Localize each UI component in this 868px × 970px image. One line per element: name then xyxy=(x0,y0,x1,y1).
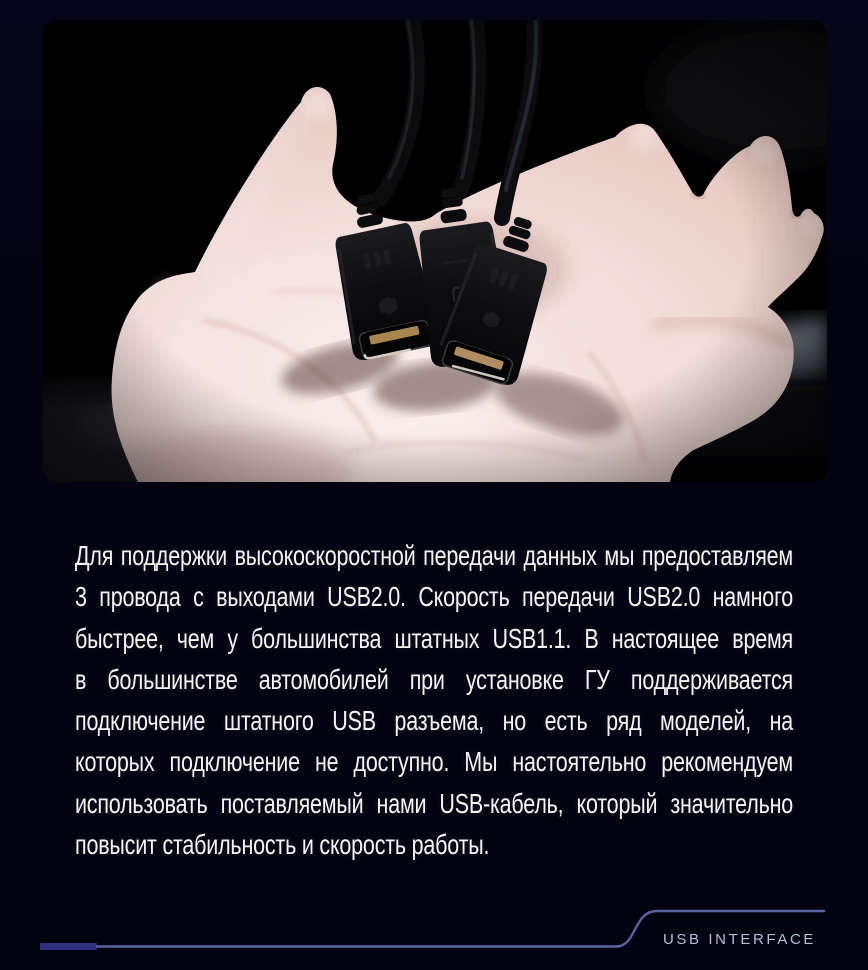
vignette-overlay xyxy=(43,20,827,482)
description-line: которых подключение не доступно. Мы настоятельно рекомендуем xyxy=(75,746,793,778)
description-paragraph xyxy=(75,536,793,866)
description-line: подключение штатного USB разъема, но есть ряд моделей, на xyxy=(75,705,793,737)
description-line: использовать поставляемый нами USB-кабель, который значительно xyxy=(75,788,793,819)
description-line: в большинстве автомобилей при установке ГУ поддерживается xyxy=(75,664,793,696)
description-line: 3 провода с выходами USB2.0. Скорость передачи USB2.0 намного xyxy=(75,581,793,613)
product-photo xyxy=(43,20,827,482)
footer-label: USB INTERFACE xyxy=(663,931,816,948)
description-line: Для поддержки высокоскоростной передачи данных мы предоставляем xyxy=(75,540,793,572)
footer-accent-bar xyxy=(40,943,97,950)
description-line: быстрее, чем у большинства штатных USB1.1. В настоящее время xyxy=(75,623,793,654)
hand-usb-photo-scene xyxy=(43,20,827,482)
description-line: повысит стабильность и скорость работы. xyxy=(75,829,490,861)
